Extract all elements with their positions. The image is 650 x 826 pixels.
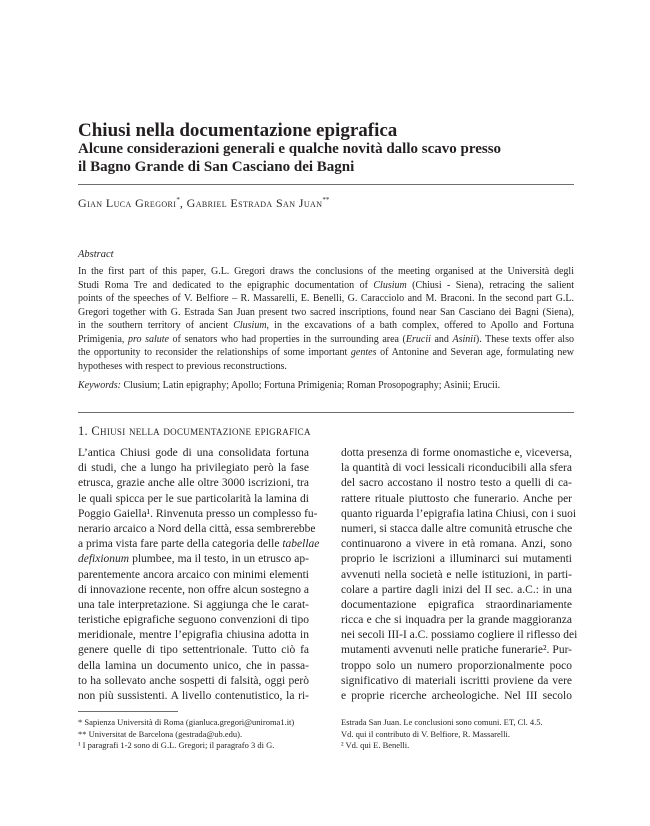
body-line: dotta presenza di forme onomastiche e, viceversa, [341, 447, 572, 459]
body-line: la quantità di voci lessicali riconducibili alla sfera [341, 462, 572, 475]
footnote: ¹ I paragrafi 1-2 sono di G.L. Gregori; il paragrafo 3 di G. [78, 740, 275, 750]
body-line: e proprie ricerche archeologiche. Nel III secolo [341, 690, 572, 702]
body-line: Poggio Gaiella¹. Rinvenuta presso un complesso fu- [78, 507, 318, 520]
abstract-line: Gregori together with G. Estrada San Juan present two sacred inscriptions, found near San Casciano dei Bagni (Siena), [78, 306, 574, 318]
body-line: una tale interpretazione. Si aggiunga che le carat- [78, 598, 309, 611]
abstract-fragment: Asinii [452, 333, 476, 345]
footnotes-left [78, 717, 318, 752]
body-line: non più sussistenti. A livello contenutistico, la ri- [78, 690, 309, 702]
body-line: le quali spicca per le sue particolarità la lamina di [78, 492, 309, 505]
abstract-fragment: Clusium [233, 320, 267, 331]
abstract-line: points of the speeches of V. Belfiore – R. Massarelli, E. Benelli, G. Caracciolo and M. Braconi. In the second part G.L. [78, 293, 574, 304]
body-column-left [78, 446, 320, 704]
keywords-label: Keywords: [78, 380, 121, 391]
abstract-fragment: Studi Roma Tre and dedicated to the epigraphic documentation of [78, 279, 374, 291]
abstract-fragment: and [430, 333, 453, 345]
author-separator: , [179, 196, 187, 210]
section-heading: 1. Chiusi nella documentazione epigrafica [78, 424, 311, 438]
body-line: L’antica Chiusi gode di una consolidata fortuna [78, 447, 309, 459]
abstract-fragment: (Chiusi - Siena), retracing the salient [406, 279, 574, 291]
subtitle-line: Alcune considerazioni generali e qualche novità dallo scavo presso [78, 141, 502, 157]
body-line: parentemente ancora arcaico con minimi elementi [78, 568, 309, 581]
body-fragment: plumbee, ma il testo, in un etrusco ap- [129, 553, 309, 566]
body-column-right [341, 446, 578, 704]
abstract-heading: Abstract [78, 249, 114, 260]
abstract-fragment: ). These texts offer also [475, 333, 574, 345]
article-title: Chiusi nella documentazione epigrafica [78, 120, 398, 141]
body-line: documentazione epigrafica straordinariamente [341, 598, 572, 611]
body-line: genere quelle di tipo settentrionale. Tutto ciò fa [78, 644, 309, 657]
article-subtitle [78, 140, 598, 176]
body-line: proprio le iscrizioni a illuminarci sui mutamenti [341, 553, 572, 566]
body-line: avvenuti nella società e nelle istituzioni, in parti- [341, 568, 572, 581]
body-line: rattere rituale piuttosto che funerario. Anche per [341, 492, 572, 505]
keywords [78, 379, 574, 392]
body-line: significativo di materiali iscritti proviene da vere [341, 674, 572, 687]
body-line: colare a partire dagli inizi del II sec. a.C.: in una [341, 583, 572, 596]
footnote-divider [78, 711, 178, 712]
abstract-fragment: Primigenia, [78, 333, 128, 345]
author-affiliation-mark: * [176, 196, 180, 204]
body-line: troppo solo un numero proporzionalmente poco [341, 659, 572, 672]
author-affiliation-mark: ** [322, 196, 330, 204]
body-line: mutamenti avvenuti nelle pratiche funerarie². Pur- [341, 644, 572, 657]
abstract-fragment: pro salute [127, 333, 169, 345]
keywords-list: Clusium; Latin epigraphy; Apollo; Fortuna Primigenia; Roman Prosopography; Asinii; Erucii. [123, 380, 501, 391]
body-line: nerario arcaico a Nord della città, essa sembrerebbe [78, 522, 316, 535]
body-fragment: tabellae [282, 538, 320, 551]
body-line: teristiche epigrafiche seguono convenzioni di tipo [78, 614, 309, 627]
abstract-line [78, 279, 574, 293]
footnote: ² Vd. qui E. Benelli. [341, 740, 410, 750]
body-fragment: defixionum [78, 553, 130, 566]
body-fragment: a prima vista fare parte della categoria delle [78, 538, 283, 551]
abstract-line [78, 346, 574, 360]
footnote: ** Universitat de Barcelona (gestrada@ub.edu). [78, 728, 243, 739]
footnotes-right [341, 717, 581, 752]
abstract-fragment: of senators who had properties in the surrounding area ( [168, 333, 406, 345]
subtitle-line: il Bagno Grande di San Casciano dei Bagni [78, 159, 355, 175]
body-line: di innovazione recente, non offre alcun sostegno a [78, 583, 309, 596]
footnote: Estrada San Juan. Le conclusioni sono comuni. ET, Cl. 4.5. [341, 717, 543, 727]
footnote: Vd. qui il contributo di V. Belfiore, R. Massarelli. [341, 728, 510, 739]
abstract-text [78, 265, 574, 373]
abstract-fragment: in the southern territory of ancient [78, 320, 234, 331]
abstract-line [78, 319, 574, 333]
abstract-fragment: the opportunity to reconsider the relationships of some important [78, 347, 351, 358]
author-line [78, 196, 329, 211]
body-line: di studi, che a lungo ha privilegiato però la fase [78, 462, 309, 475]
author-name: Gabriel Estrada San Juan [186, 196, 323, 210]
body-line: quanto riguarda l’epigrafia latina Chiusi, con i suoi [341, 507, 577, 520]
abstract-fragment: Clusium [373, 279, 407, 291]
body-line: continuarono a vivere in età romana. Anzi, sono [341, 538, 572, 551]
body-line: to ha sollevato anche sospetti di falsità, oggi però [78, 674, 309, 687]
abstract-fragment: of Antonine and Severan age, formulating new [376, 347, 574, 358]
body-line: meridionale, mentre l’epigrafia chiusina adotta in [78, 629, 309, 642]
author-name: Gian Luca Gregori [78, 196, 177, 210]
body-line: nei secoli III-I a.C. possiamo cogliere il riflesso dei [341, 629, 578, 642]
body-line: numeri, si stacca dalle altre comunità etrusche che [341, 522, 573, 535]
body-line: della lamina un documento unico, che in passa- [78, 659, 309, 672]
body-line [78, 537, 320, 552]
section-divider [78, 412, 574, 413]
footnote: * Sapienza Università di Roma (gianluca.gregori@uniroma1.it) [78, 717, 295, 727]
body-line: ricca e che si inquadra per la grande maggioranza [341, 614, 572, 627]
abstract-fragment: , in the excavations of a bath complex, offered to Apollo and Fortuna [266, 320, 574, 331]
body-line: etrusca, grazie anche alle oltre 3000 iscrizioni, tra [78, 477, 309, 490]
abstract-line: In the first part of this paper, G.L. Gregori draws the conclusions of the meeting organised at the Università degli [78, 266, 574, 277]
abstract-line [78, 333, 574, 347]
abstract-line: hypotheses with respect to previous reconstructions. [78, 360, 287, 372]
title-divider [78, 184, 574, 185]
abstract-fragment: Erucii [405, 333, 431, 345]
body-line [78, 552, 309, 567]
body-line: del sacro accostano il nostro testo a quelli di ca- [341, 477, 572, 490]
abstract-fragment: gentes [350, 347, 377, 358]
